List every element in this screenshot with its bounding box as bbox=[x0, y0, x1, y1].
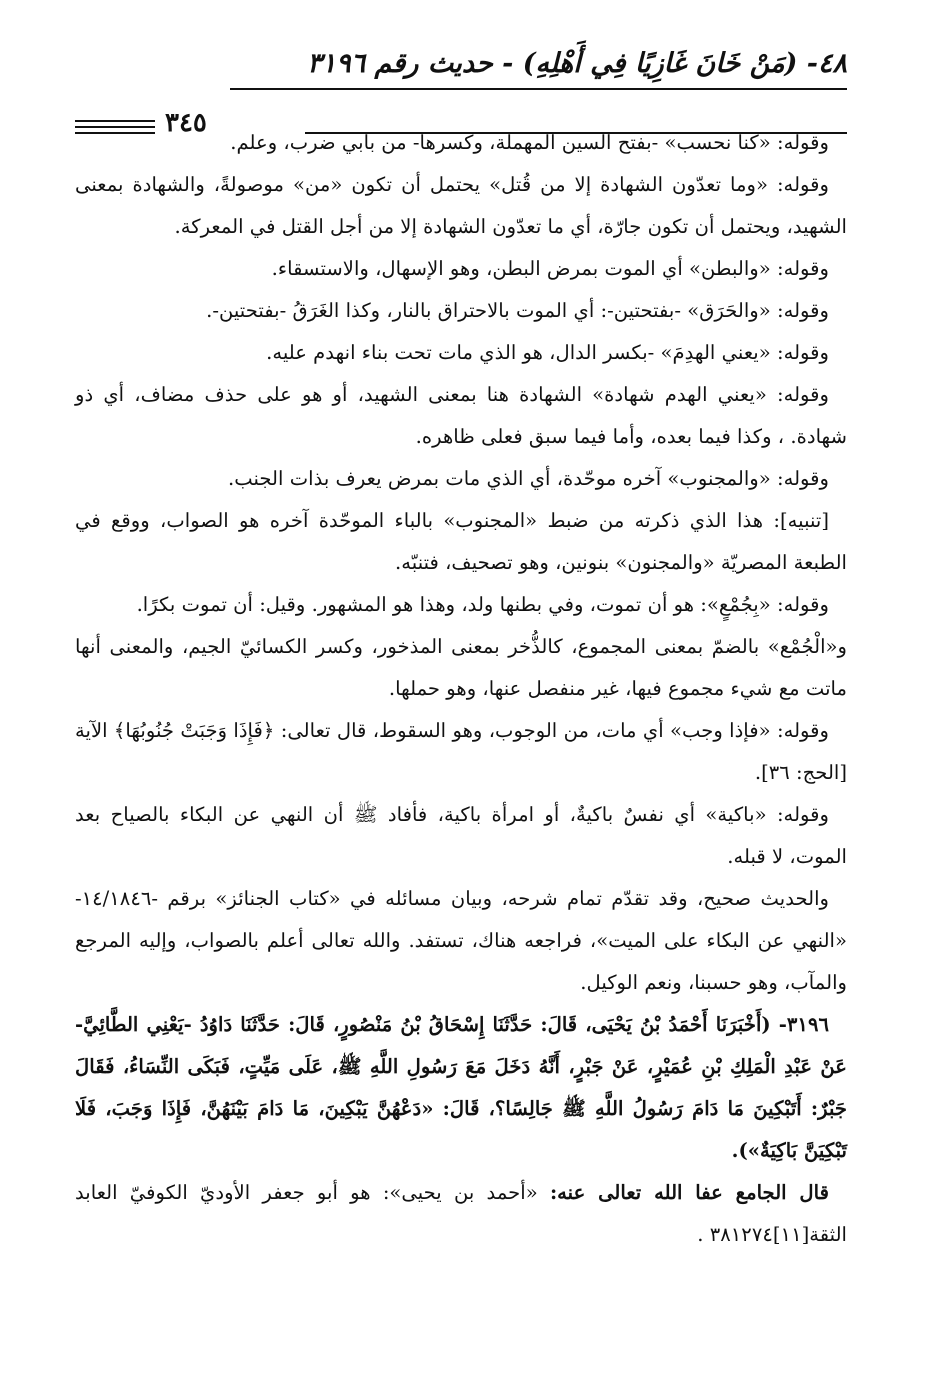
header-rule bbox=[230, 88, 847, 90]
commentary-paragraph: وقوله: «كنا نحسب» -بفتح السين المهملة، وكسرها- من بابي ضرب، وعلم. bbox=[230, 131, 829, 154]
page-number: ٣٤٥ bbox=[165, 108, 207, 138]
commentary-paragraph: وقوله: «والحَرَق» -بفتحتين-: أي الموت بالاحتراق بالنار، وكذا الغَرَقُ -بفتحتين-. bbox=[206, 299, 829, 322]
commentary-paragraph: وقوله: «فإذا وجب» أي مات، من الوجوب، وهو السقوط، قال تعالى: ﴿فَإِذَا وَجَبَتْ جُنُوبُهَا﴾ الآية [الحج: ٣٦]. bbox=[75, 719, 847, 784]
running-header bbox=[75, 40, 847, 138]
commentary-paragraph: و«الْجُمْع» بالضمّ بمعنى المجموع، كالذُّخر بمعنى المذخور، وكسر الكسائيّ الجيم، والمعنى أنها ماتت مع شيء مجموع فيها، غير منفصل عنها، وهو حملها. bbox=[75, 635, 847, 700]
chapter-title: ٤٨- (مَنْ خَانَ غَازِيًا فِي أَهْلِهِ) - حديث رقم ٣١٩٦ bbox=[307, 48, 847, 79]
hadith-text: ٣١٩٦- (أَخْبَرَنَا أَحْمَدُ بْنُ يَحْيَى، قَالَ: حَدَّثَنَا إِسْحَاقُ بْنُ مَنْصُورٍ، قَالَ: حَدَّثَنَا دَاوُدُ -يَعْنِي الطَّائِيَّ- عَنْ عَبْدِ الْمَلِكِ بْنِ عُمَيْرٍ، عَنْ جَبْرٍ، أَنَّهُ دَخَلَ مَعَ رَسُولِ اللَّهِ ﷺ، عَلَى مَيِّتٍ، فَبَكَى النِّسَاءُ، فَقَالَ جَبْرٌ: أَتَبْكِينَ مَا دَامَ رَسُولُ اللَّهِ ﷺ جَالِسًا؟، قَالَ: «دَعْهُنَّ يَبْكِينَ، مَا دَامَ بَيْنَهُنَّ، فَإِذَا وَجَبَ، فَلَا تَبْكِيَنَّ بَاكِيَةٌ»). bbox=[75, 1013, 847, 1162]
commentary-paragraph: وقوله: «باكية» أي نفسٌ باكيةٌ، أو امرأة باكية، فأفاد ﷺ أن النهي عن البكاء بالصياح بعد الموت، لا قبله. bbox=[75, 803, 847, 868]
compiler-note-label: قال الجامع عفا الله تعالى عنه: bbox=[549, 1181, 830, 1204]
compiler-note-text: «أحمد بن يحيى»: هو أبو جعفر الأوديّ الكوفيّ العابد الثقة[١١]٣٨١٢٧٤ . bbox=[75, 1181, 847, 1246]
page-body bbox=[75, 122, 847, 1256]
note-paragraph: [تنبيه]: هذا الذي ذكرته من ضبط «المجنوب» بالباء الموحّدة آخره هو الصواب، ووقع في الطبعة المصريّة «والمجنون» بنونين، وهو تصحيف، فتنبّه. bbox=[75, 509, 847, 574]
commentary-paragraph: وقوله: «وما تعدّون الشهادة إلا من قُتل» يحتمل أن تكون «من» موصولةً، والشهادة بمعنى الشهيد، ويحتمل أن تكون جارّة، أي ما تعدّون الشهادة إلا من أجل القتل في المعركة. bbox=[75, 173, 847, 238]
commentary-paragraph: وقوله: «يعني الهدِمَ» -بكسر الدال، هو الذي مات تحت بناء انهدم عليه. bbox=[266, 341, 829, 364]
commentary-paragraph: والحديث صحيح، وقد تقدّم تمام شرحه، وبيان مسائله في «كتاب الجنائز» برقم -١٤/١٨٤٦- «النهي عن البكاء على الميت»، فراجعه هناك، تستفد. والله تعالى أعلم بالصواب، وإليه المرجع والمآب، وهو حسبنا، ونعم الوكيل. bbox=[75, 887, 847, 994]
closing-paragraph bbox=[75, 1172, 847, 1256]
commentary-paragraph: وقوله: «بِجُمْعٍ»: هو أن تموت، وفي بطنها ولد، وهذا هو المشهور. وقيل: أن تموت بكرًا. bbox=[136, 593, 829, 616]
commentary-paragraph: وقوله: «يعني الهدم شهادة» الشهادة هنا بمعنى الشهيد، أو هو على حذف مضاف، أي ذو شهادة. ، وكذا فيما بعده، وأما فيما سبق فعلى ظاهره. bbox=[75, 383, 847, 448]
commentary-paragraph: وقوله: «والبطن» أي الموت بمرض البطن، وهو الإسهال، والاستسقاء. bbox=[271, 257, 829, 280]
commentary-paragraph: وقوله: «والمجنوب» آخره موحّدة، أي الذي مات بمرض يعرف بذات الجنب. bbox=[228, 467, 829, 490]
